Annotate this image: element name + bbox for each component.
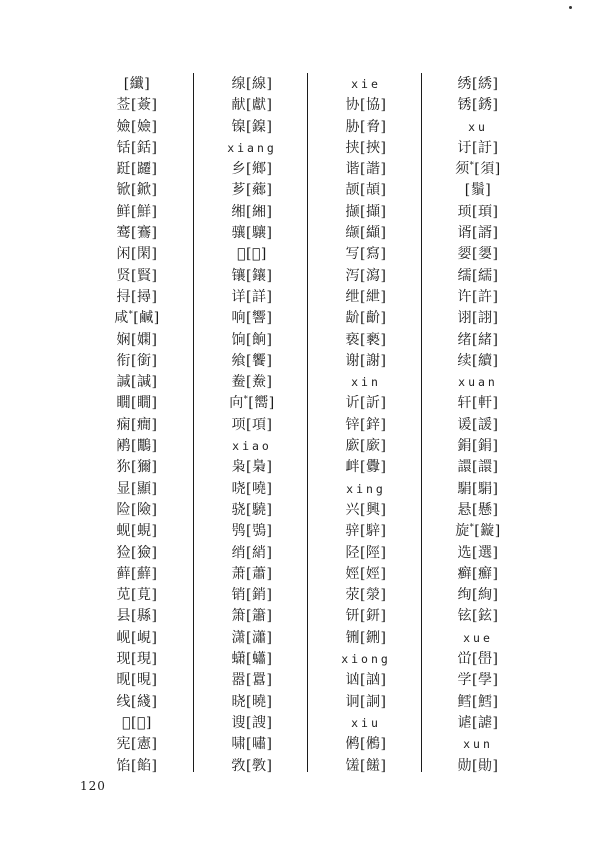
entry-row: 𫄻[纕] xyxy=(237,246,267,263)
pinyin-header: xiao xyxy=(232,439,272,454)
entry-row: 铏[鉶] xyxy=(345,629,387,646)
entry-row: 挦[撏] xyxy=(116,288,158,305)
entry-row: 镶[鑲] xyxy=(231,267,273,284)
entry-row: 锨[鍁] xyxy=(116,182,158,199)
entry-row: 癣[癬] xyxy=(457,565,499,582)
entry-row: 缬[纈] xyxy=(345,225,387,242)
entry-row: 顼[頊] xyxy=(457,203,499,220)
entry-row: 苋[莧] xyxy=(116,587,158,604)
entry-row: 兴[興] xyxy=(345,501,387,518)
entry-row: 陉[陘] xyxy=(345,544,387,561)
entry-row: 咸*[鹹] xyxy=(114,309,160,327)
entry-row: 岘[峴] xyxy=(116,629,158,646)
entry-row: 响[響] xyxy=(231,310,273,327)
entry-row: 县[縣] xyxy=(116,608,158,625)
entry-row: 勋[勛] xyxy=(457,757,499,774)
column-1 xyxy=(80,74,194,777)
entry-row: 狝[獮] xyxy=(116,459,158,476)
entry-row: 䜣[訢] xyxy=(345,395,387,412)
entry-row: 宪[憲] xyxy=(116,736,158,753)
entry-row: 跹[躚] xyxy=(116,161,158,178)
entry-row: 敩[斆] xyxy=(231,757,273,774)
entry-row: 协[協] xyxy=(345,97,387,114)
entry-row: 泻[瀉] xyxy=(345,267,387,284)
entry-row: 蟏[蠨] xyxy=(231,651,273,668)
entry-row: 箫[簫] xyxy=(231,608,273,625)
entry-row: 娙[娙] xyxy=(345,565,387,582)
pinyin-header: xue xyxy=(463,630,493,645)
entry-row: 鳕[鱈] xyxy=(457,693,499,710)
entry-row: 𬀪[晛] xyxy=(116,672,158,689)
entry-row: 芗[薌] xyxy=(231,182,273,199)
entry-row: 绪[緒] xyxy=(457,331,499,348)
entry-row: 谖[諼] xyxy=(457,416,499,433)
entry-row: 胁[脅] xyxy=(345,118,387,135)
entry-row: 献[獻] xyxy=(231,97,273,114)
entry-row: 鸺[鵂] xyxy=(345,736,387,753)
entry-row: 绁[紲] xyxy=(345,288,387,305)
entry-row: 许[許] xyxy=(457,288,499,305)
entry-row: 向*[嚮] xyxy=(229,394,275,412)
entry-row: 馅[餡] xyxy=(116,757,158,774)
entry-row: 鹇[鷳] xyxy=(116,438,158,455)
entry-row: 谞[諝] xyxy=(457,225,499,242)
entry-row: 撷[擷] xyxy=(345,203,387,220)
entry-row: 媭[嬃] xyxy=(457,246,499,263)
entry-row: 亵[褻] xyxy=(345,331,387,348)
entry-row: 现[現] xyxy=(116,651,158,668)
entry-row: 钘[鈃] xyxy=(345,608,387,625)
entry-row: 潇[瀟] xyxy=(231,629,273,646)
entry-row: 瞯[瞯] xyxy=(116,395,158,412)
entry-row: 𬑇[睍] xyxy=(122,714,152,731)
pinyin-header: xiong xyxy=(341,652,391,667)
entry-row: 廞[廞] xyxy=(345,438,387,455)
pinyin-header: xing xyxy=(346,481,386,496)
entry-row: 晓[曉] xyxy=(231,693,273,710)
entry-row: 悬[懸] xyxy=(457,501,499,518)
entry-row: 枭[梟] xyxy=(231,459,273,476)
entry-row: 讻[訩] xyxy=(345,672,387,689)
entry-row: 选[選] xyxy=(457,544,499,561)
entry-row: 鲞[鮝] xyxy=(231,374,273,391)
entry-row: 𬸣[鶱] xyxy=(116,225,158,242)
pinyin-header: xie xyxy=(351,77,381,91)
entry-row: 衔[銜] xyxy=(116,352,158,369)
entry-row: 销[銷] xyxy=(231,587,273,604)
column-4 xyxy=(421,74,535,777)
entry-row: 𫍲[謏] xyxy=(231,714,273,731)
entry-row: [纖] xyxy=(123,76,151,92)
entry-row: 缐[線] xyxy=(231,76,273,92)
entry-row: 诇[詗] xyxy=(345,693,387,710)
entry-row: 绣[綉] xyxy=(457,76,499,92)
entry-row: 猃[獫] xyxy=(116,544,158,561)
entry-row: 续[續] xyxy=(457,352,499,369)
entry-row: 铉[鉉] xyxy=(457,608,499,625)
pinyin-header: xun xyxy=(463,737,493,752)
entry-row: 镍[鎳] xyxy=(231,118,273,135)
entry-row: 荥[滎] xyxy=(345,587,387,604)
variant-star: * xyxy=(128,309,134,319)
entry-row: 飨[饗] xyxy=(231,352,273,369)
entry-row: 痫[癇] xyxy=(116,416,158,433)
pinyin-header: xuan xyxy=(458,375,498,390)
entry-row: 骁[驍] xyxy=(231,501,273,518)
column-2 xyxy=(195,74,309,777)
entry-row: [鬚] xyxy=(464,182,492,199)
entry-row: 𬹼[齘] xyxy=(345,310,387,327)
entry-row: 颉[頡] xyxy=(345,182,387,199)
entry-row: 显[顯] xyxy=(116,480,158,497)
entry-row: 闲[閑] xyxy=(116,246,158,263)
entry-row: 蚬[蜆] xyxy=(116,523,158,540)
entry-row: 旋*[鏇] xyxy=(455,522,501,540)
entry-row: 谑[謔] xyxy=(457,714,499,731)
entry-row: 线[綫] xyxy=(116,693,158,710)
entry-row: 藓[蘚] xyxy=(116,565,158,582)
entry-row: 嚣[囂] xyxy=(231,672,273,689)
entry-row: 饷[餉] xyxy=(231,331,273,348)
entry-row: 娴[嫻] xyxy=(116,331,158,348)
entry-row: 衅[釁] xyxy=(345,459,387,476)
entry-row: 学[學] xyxy=(457,672,499,689)
page-number: 120 xyxy=(80,779,106,793)
entry-row: 项[項] xyxy=(231,416,273,433)
entry-row: 须*[須] xyxy=(455,160,501,178)
entry-row: 骍[騂] xyxy=(345,523,387,540)
entry-row: 駽[駽] xyxy=(457,480,499,497)
variant-star: * xyxy=(469,160,475,170)
entry-row: 萧[蕭] xyxy=(231,565,273,582)
pinyin-header: xiu xyxy=(351,715,381,730)
scan-speck xyxy=(569,6,572,9)
entry-row: 绚[絢] xyxy=(457,587,499,604)
entry-row: 馐[饈] xyxy=(345,757,387,774)
entry-row: 嬐[嬐] xyxy=(116,118,158,135)
entry-row: 谢[謝] xyxy=(345,352,387,369)
entry-row: 绡[綃] xyxy=(231,544,273,561)
entry-row: 𦈡[繻] xyxy=(457,267,499,284)
entry-row: 锌[鋅] xyxy=(345,416,387,433)
entry-row: 啸[嘯] xyxy=(231,736,273,753)
entry-row: 轩[軒] xyxy=(457,395,499,412)
entry-row: 缃[緗] xyxy=(231,203,273,220)
entry-row: 莶[薟] xyxy=(116,97,158,114)
entry-row: 𬣙[訏] xyxy=(457,139,499,156)
entry-row: 贤[賢] xyxy=(116,267,158,284)
pinyin-header: xin xyxy=(351,375,381,390)
pinyin-header: xu xyxy=(468,119,488,134)
entry-row: 鋗[鋗] xyxy=(457,438,499,455)
entry-row: 骧[驤] xyxy=(231,225,273,242)
entry-row: 鲜[鮮] xyxy=(116,203,158,220)
entry-row: 铦[銛] xyxy=(116,139,158,156)
entry-row: 諴[諴] xyxy=(116,374,158,391)
entry-row: 锈[銹] xyxy=(457,97,499,114)
entry-row: 譞[譞] xyxy=(457,459,499,476)
variant-star: * xyxy=(243,394,249,404)
entry-row: 诩[詡] xyxy=(457,310,499,327)
entry-row: 峃[嶨] xyxy=(457,651,499,668)
entry-row: 详[詳] xyxy=(231,288,273,305)
variant-star: * xyxy=(469,522,475,532)
entry-row: 乡[鄉] xyxy=(231,161,273,178)
entry-row: 哓[嘵] xyxy=(231,480,273,497)
entry-row: 鸮[鴞] xyxy=(231,523,273,540)
entry-row: 险[險] xyxy=(116,501,158,518)
entry-row: 挟[挾] xyxy=(345,139,387,156)
entry-row: 写[寫] xyxy=(345,246,387,263)
pinyin-header: xiang xyxy=(227,140,277,155)
entry-row: 谐[諧] xyxy=(345,161,387,178)
column-3 xyxy=(309,74,423,777)
